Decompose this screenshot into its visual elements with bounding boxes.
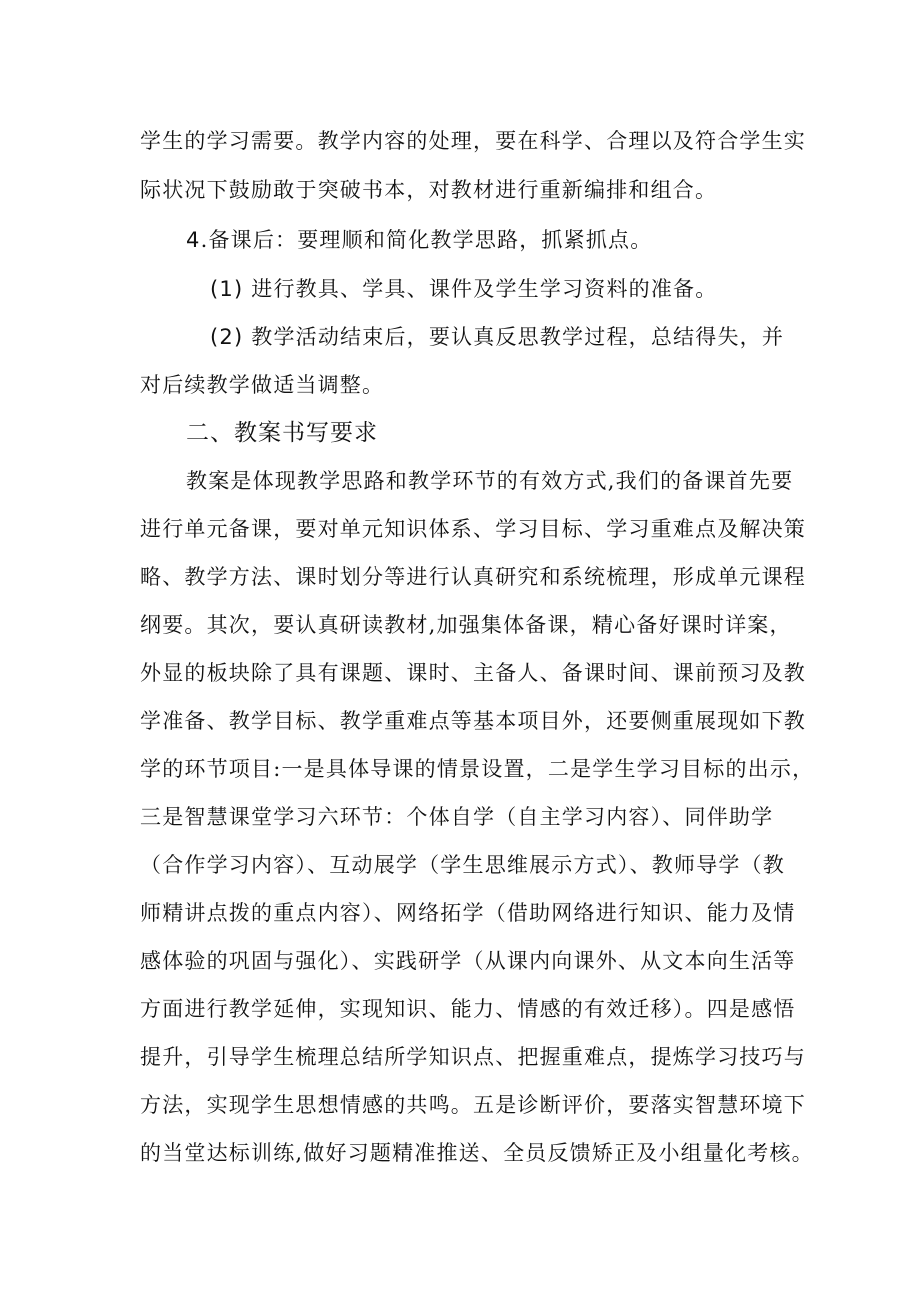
paragraph-line: 方面进行教学延伸，实现知识、能力、情感的有效迁移）。四是感悟: [140, 997, 796, 1021]
paragraph-line: 三是智慧课堂学习六环节：个体自学（自主学习内容）、同伴助学: [140, 805, 774, 829]
paragraph-line: 感体验的巩固与强化）、实践研学（从课内向课外、从文本向生活等: [140, 949, 796, 973]
paragraph-line: 进行单元备课，要对单元知识体系、学习目标、学习重难点及解决策: [140, 517, 806, 541]
paragraph-line: 学生的学习需要。教学内容的处理，要在科学、合理以及符合学生实: [140, 129, 806, 153]
paragraph-line: 学准备、教学目标、教学重难点等基本项目外，还要侧重展现如下教: [140, 709, 806, 733]
sub-item-1: [210, 274, 790, 304]
paragraph-line: 纲要。其次，要认真研读教材,加强集体备课，精心备好课时详案，: [140, 613, 792, 637]
paragraph-line: 方法，实现学生思想情感的共鸣。五是诊断评价，要落实智慧环境下: [140, 1093, 806, 1117]
paragraph-line: （合作学习内容）、互动展学（学生思维展示方式）、教师导学（教: [140, 853, 785, 877]
sub-item-number: (1): [210, 277, 244, 301]
paragraph-line: 外显的板块除了具有课题、课时、主备人、备课时间、课前预习及教: [140, 661, 806, 685]
paragraph-line: 际状况下鼓励敢于突破书本，对教材进行重新编排和组合。: [140, 178, 718, 202]
paragraph-line: 学的环节项目:一是具体导课的情景设置，二是学生学习目标的出示，: [140, 757, 815, 781]
sub-item-text: 教学活动结束后，要认真反思教学过程，总结得失，并: [251, 325, 785, 349]
paragraph-line: 提升，引导学生梳理总结所学知识点、把握重难点，提炼学习技巧与: [140, 1045, 806, 1069]
paragraph-line: 的当堂达标训练,做好习题精准推送、全员反馈矫正及小组量化考核。: [140, 1141, 814, 1165]
section-heading: 二、教案书写要求: [186, 420, 378, 446]
paragraph-line: 师精讲点拨的重点内容）、网络拓学（借助网络进行知识、能力及情: [140, 901, 796, 925]
sub-item-2: [210, 322, 790, 352]
paragraph-line: 教案是体现教学思路和教学环节的有效方式,我们的备课首先要: [186, 469, 794, 493]
item-text: .备课后：要理顺和简化教学思路，抓紧抓点。: [200, 228, 653, 252]
item-4: [186, 225, 790, 255]
sub-item-number: (2): [210, 325, 244, 349]
sub-item-text: 进行教具、学具、课件及学生学习资料的准备。: [251, 277, 718, 301]
sub-item-2-continuation: 对后续教学做适当调整。: [140, 373, 385, 397]
item-number: 4: [186, 228, 201, 252]
paragraph-line: 略、教学方法、课时划分等进行认真研究和系统梳理，形成单元课程: [140, 565, 806, 589]
